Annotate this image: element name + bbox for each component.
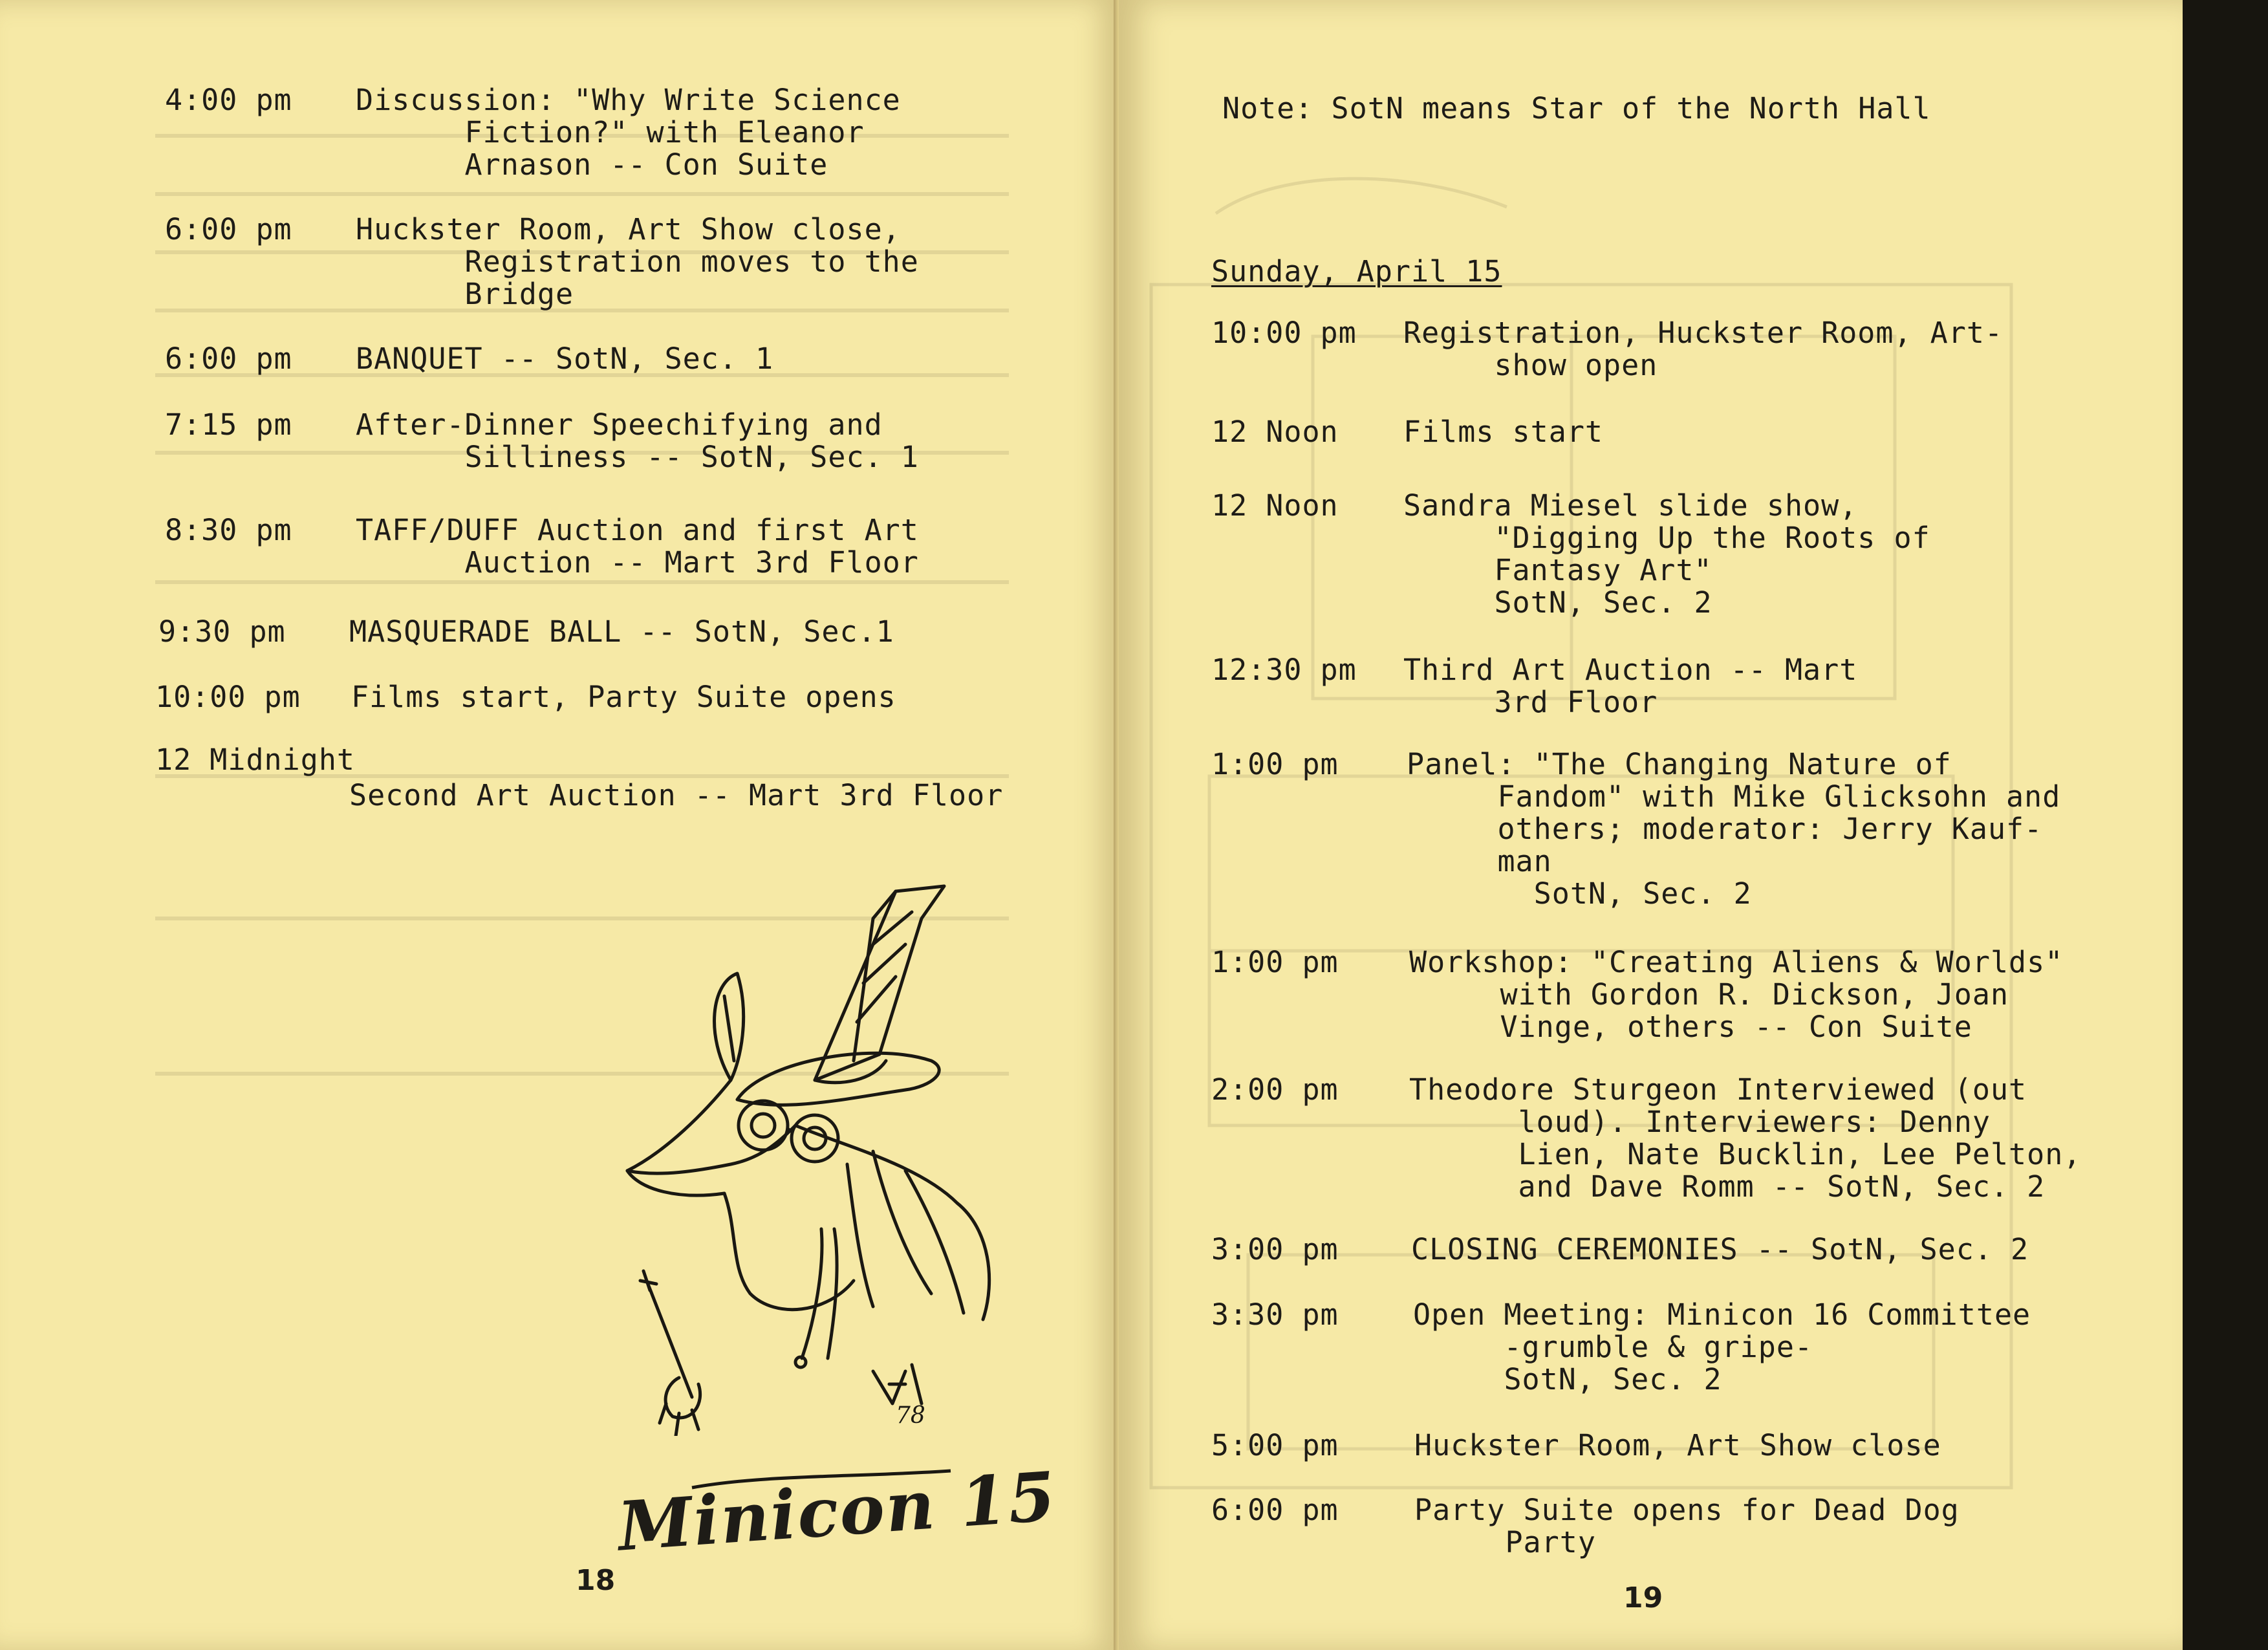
schedule-time: 1:00 pm [1211,945,1339,979]
schedule-event: Party Suite opens for Dead Dog Party [1414,1493,1960,1559]
note-line: Note: SotN means Star of the North Hall [1222,91,1931,125]
schedule-event: Registration, Huckster Room, Art- show open [1403,316,2003,382]
schedule-event: CLOSING CEREMONIES -- SotN, Sec. 2 [1411,1232,2029,1266]
left-page [0,0,1119,1650]
schedule-time: 10:00 pm [155,680,301,714]
scan-background [2183,0,2268,1650]
schedule-event: Third Art Auction -- Mart 3rd Floor [1403,653,1858,719]
schedule-event: MASQUERADE BALL -- SotN, Sec.1 [349,614,894,649]
schedule-event: TAFF/DUFF Auction and first Art Auction -- Mart 3rd Floor [356,513,919,580]
schedule-event: Panel: "The Changing Nature of Fandom" with Mike Glicksohn and others; moderator: Jerry Kauf- man SotN, Sec. 2 [1407,747,2061,911]
right-page [1119,0,2183,1650]
schedule-time: 5:00 pm [1211,1428,1339,1462]
page-number-left: 18 [576,1564,616,1597]
schedule-time: 6:00 pm [165,212,292,246]
artist-year-mark: 78 [896,1402,925,1429]
schedule-time: 4:00 pm [165,83,292,117]
schedule-event: Workshop: "Creating Aliens & Worlds" with Gordon R. Dickson, Joan Vinge, others -- Con Suite [1409,945,2064,1044]
schedule-time: 12 Noon [1211,488,1339,523]
schedule-event: Open Meeting: Minicon 16 Committee -grumble & gripe- SotN, Sec. 2 [1413,1297,2031,1396]
schedule-event: Sandra Miesel slide show, "Digging Up the Roots of Fantasy Art" SotN, Sec. 2 [1403,488,1930,620]
schedule-event: BANQUET -- SotN, Sec. 1 [356,342,774,376]
schedule-time: 12 Midnight [155,743,356,777]
minicon-signature: Minicon 15 [615,1456,1059,1567]
schedule-time: 7:15 pm [165,407,292,442]
wizard-creature-illustration [569,867,1061,1436]
schedule-event: Huckster Room, Art Show close [1414,1428,1941,1462]
schedule-time: 9:30 pm [158,614,286,649]
day-heading: Sunday, April 15 [1211,254,1502,288]
schedule-time: 6:00 pm [1211,1493,1339,1527]
schedule-time: 8:30 pm [165,513,292,547]
schedule-time: 10:00 pm [1211,316,1357,350]
schedule-event: Discussion: "Why Write Science Fiction?" with Eleanor Arnason -- Con Suite [356,83,901,182]
schedule-event: Second Art Auction -- Mart 3rd Floor [349,778,1004,812]
schedule-time: 12:30 pm [1211,653,1357,687]
schedule-time: 6:00 pm [165,342,292,376]
schedule-event: Films start, Party Suite opens [351,680,896,714]
schedule-time: 3:00 pm [1211,1232,1339,1266]
schedule-time: 2:00 pm [1211,1072,1339,1107]
schedule-event: Theodore Sturgeon Interviewed (out loud). Interviewers: Denny Lien, Nate Bucklin, Lee Pelton, and Dave Romm -- SotN, Sec. 2 [1409,1072,2082,1204]
page-number-right: 19 [1623,1581,1663,1614]
schedule-event: Films start [1403,415,1604,449]
schedule-time: 3:30 pm [1211,1297,1339,1332]
schedule-event: After-Dinner Speechifying and Silliness -- SotN, Sec. 1 [356,407,919,474]
schedule-event: Huckster Room, Art Show close, Registration moves to the Bridge [356,212,919,311]
schedule-time: 12 Noon [1211,415,1339,449]
schedule-time: 1:00 pm [1211,747,1339,781]
signature-flourish [686,1468,957,1494]
